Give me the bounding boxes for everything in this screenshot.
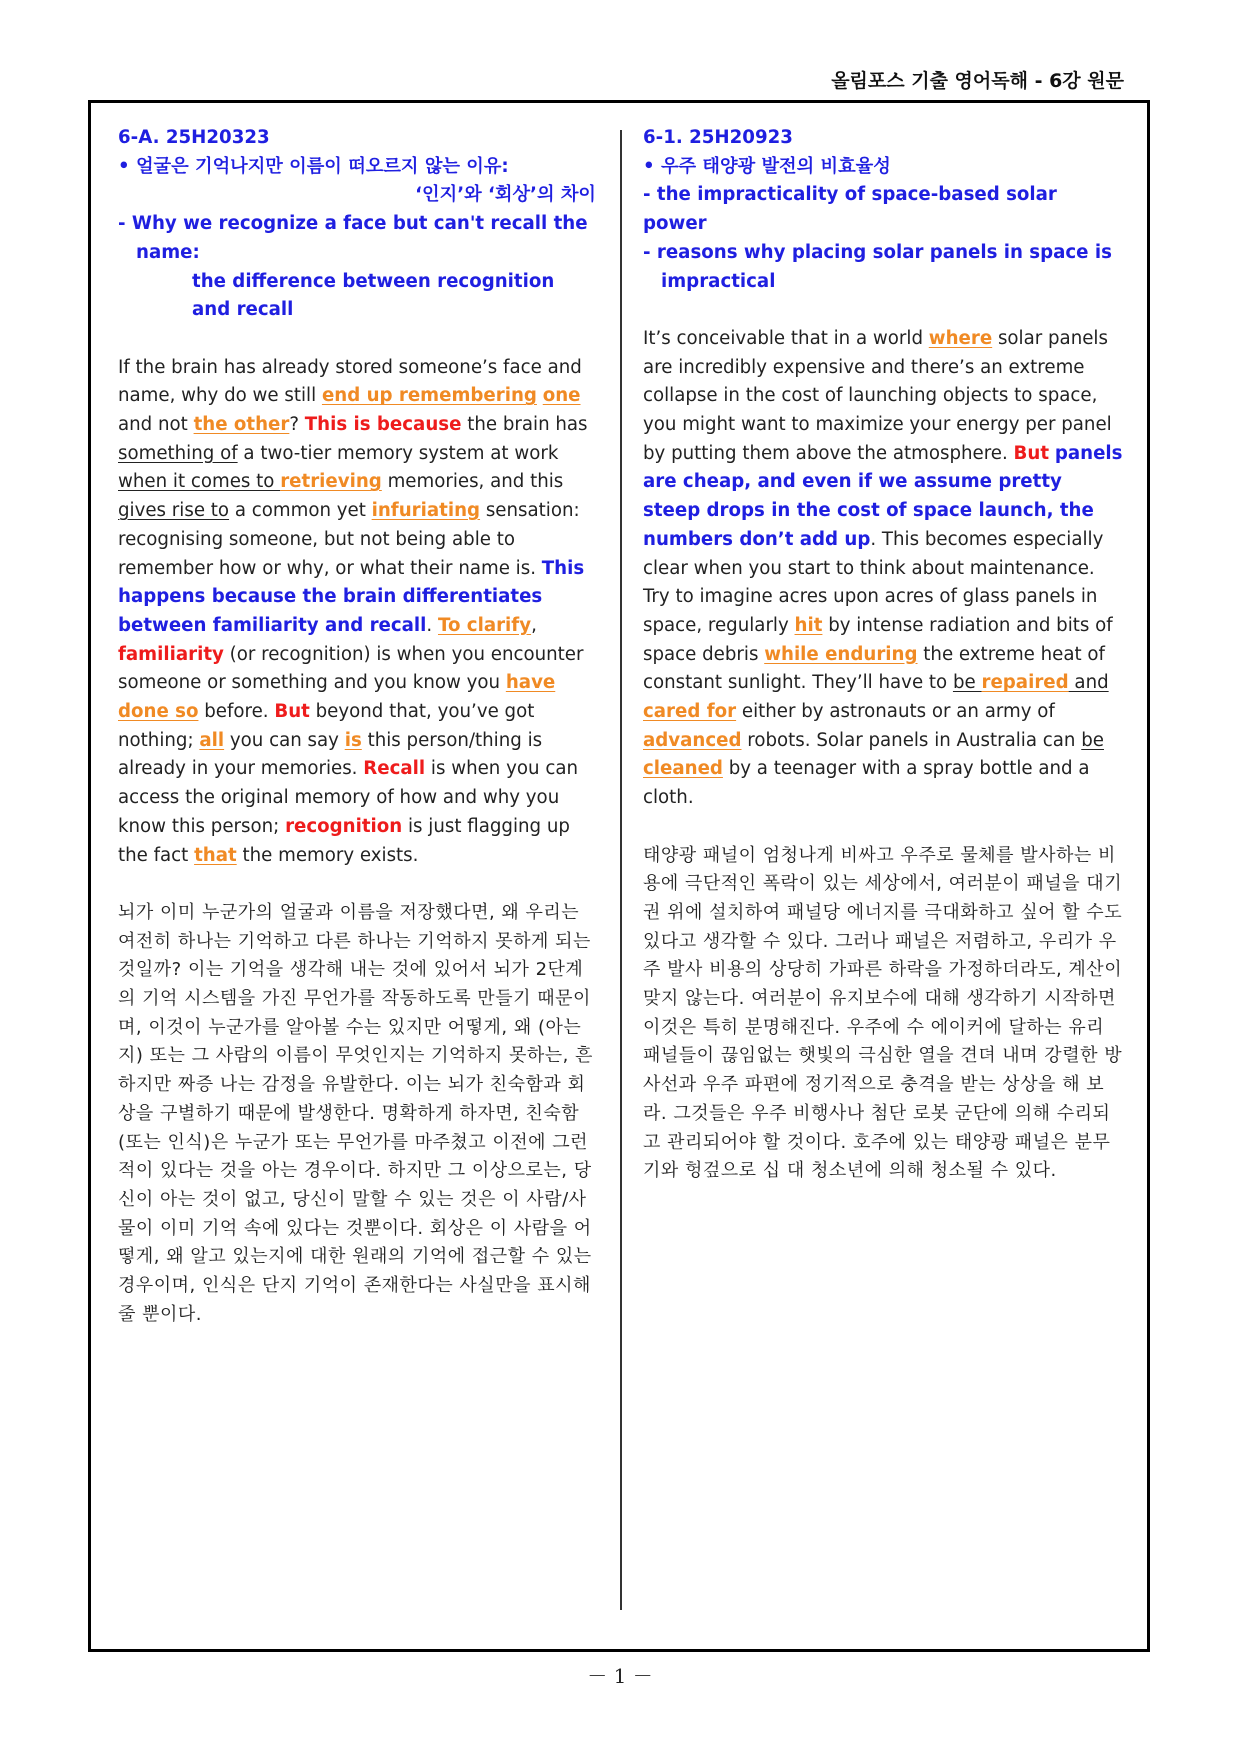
hl-that: that: [194, 844, 237, 866]
hl-is: is: [344, 729, 362, 751]
hl-end-up-remembering: end up remembering: [321, 385, 537, 407]
hl-cared-for: cared for: [643, 701, 737, 723]
left-title-kr-line1: • 얼굴은 기억나지만 이름이 떠오르지 않는 이유:: [118, 155, 509, 177]
left-title-en-line2: name:: [136, 241, 200, 263]
right-title-en-line2: - reasons why placing solar panels in space is: [643, 241, 1112, 263]
column-divider: [620, 130, 622, 1610]
page-header-title: 올림포스 기출 영어독해 - 6강 원문: [831, 70, 1124, 92]
hl-one: one: [542, 385, 581, 407]
hl-while-enduring: while enduring: [764, 643, 918, 665]
hl-infuriating: infuriating: [371, 500, 481, 522]
left-title-block: [118, 124, 596, 325]
left-title-kr-line2: ‘인지’와 ‘회상’의 차이: [415, 184, 596, 206]
hl-to-clarify: To clarify: [437, 614, 532, 636]
left-passage-code: 6-A. 25H20323: [118, 127, 270, 148]
right-korean-translation: 태양광 패널이 엄청나게 비싸고 우주로 물체를 발사하는 비용에 극단적인 폭락이 있는 세상에서, 여러분이 패널을 대기권 위에 설치하여 패널당 에너지를 극대화하고 싶어 할 수도 있다고 생각할 수 있다. 그러나 패널은 저렴하고, 우리가 우주 발사 비용의 상당히 가파른 하락을 가정하더라도, 계산이 맞지 않는다. 여러분이 유지보수에 대해 생각하기 시작하면 이것은 특히 분명해진다. 우주에 수 에이커에 달하는 유리 패널들이 끊임없는 햇빛의 극심한 열을 견뎌 내며 강렬한 방사선과 우주 파편에 정기적으로 충격을 받는 상상을 해 보라. 그것들은 우주 비행사나 첨단 로봇 군단에 의해 수리되고 관리되어야 할 것이다. 호주에 있는 태양광 패널은 분무기와 헝겊으로 십 대 청소년에 의해 청소될 수 있다.: [643, 844, 1123, 1182]
hl-repaired: repaired: [981, 672, 1069, 694]
hl-familiarity: familiarity: [118, 643, 224, 665]
hl-where: where: [928, 327, 993, 349]
hl-something-of: something of: [118, 442, 238, 464]
left-korean-translation: 뇌가 이미 누군가의 얼굴과 이름을 저장했다면, 왜 우리는 여전히 하나는 기억하고 다른 하나는 기억하지 못하게 되는 것일까? 이는 기억을 생각해 내는 것에 있어서 뇌가 2단계의 기억 시스템을 가진 무언가를 작동하도록 만들기 때문이며, 이것이 누군가를 알아볼 수는 있지만 어떻게, 왜 (아는지) 또는 그 사람의 이름이 무엇인지는 기억하지 못하는, 흔하지만 짜증 나는 감정을 유발한다. 이는 뇌가 친숙함과 회상을 구별하기 때문에 발생한다. 명확하게 하자면, 친숙함(또는 인식)은 누군가 또는 무언가를 마주쳤고 이전에 그런 적이 있다는 것을 아는 경우이다. 하지만 그 이상으로는, 당신이 아는 것이 없고, 당신이 말할 수 있는 것은 이 사람/사물이 이미 기억 속에 있다는 것뿐이다. 회상은 이 사람을 어떻게, 왜 알고 있는지에 대한 원래의 기억에 접근할 수 있는 경우이며, 인식은 단지 기억이 존재한다는 사실만을 표시해 줄 뿐이다.: [118, 901, 593, 1325]
right-title-en-line3: impractical: [661, 270, 776, 292]
hl-topic-sentence-right: panels are cheap, and even if we assume pretty steep drops in the cost of space launch, the numbers don’t add up: [643, 442, 1123, 550]
left-english-passage: If the brain has already stored someone’s face and name, why do we still end up remembering one and not the other? This is because the brain has something of a two-tier memory system at work when it comes to retrieving memories, and this gives rise to a common yet infuriating sensation: recognising someone, but not being able to remember how or why, or what their name is. This happens because the brain differentiates between familiarity and recall. To clarify, familiarity (or recognition) is when you encounter someone or something and you know you have done so before. But beyond that, you’ve got nothing; all you can say is this person/thing is already in your memories. Recall is when you can access the original memory of how and why you know this person; recognition is just flagging up the fact that the memory exists.: [118, 356, 588, 866]
hl-but-right: But: [1013, 442, 1050, 464]
right-title-kr: • 우주 태양광 발전의 비효율성: [643, 155, 891, 177]
left-title-en-line1: - Why we recognize a face but can't recall the: [118, 213, 588, 235]
page-number: － 1 －: [587, 1664, 653, 1688]
hl-gives-rise-to: gives rise to: [118, 500, 230, 522]
hl-cleaned: cleaned: [643, 758, 723, 780]
right-passage-code: 6-1. 25H20923: [643, 127, 793, 148]
hl-recall: Recall: [363, 758, 426, 780]
left-title-en-line3: the difference between recognition and recall: [192, 270, 555, 321]
hl-recognition: recognition: [285, 815, 403, 837]
hl-this-is-because: This is because: [304, 414, 462, 436]
right-column: [643, 124, 1123, 1186]
left-column: [118, 124, 596, 1330]
hl-advanced: advanced: [643, 729, 742, 751]
hl-retrieving: retrieving: [280, 471, 382, 493]
hl-have-done-so: have done so: [118, 672, 556, 723]
hl-the-other: the other: [193, 414, 290, 436]
hl-all: all: [199, 729, 225, 751]
right-title-en-line1: - the impracticality of space-based solar power: [643, 184, 1057, 235]
hl-topic-sentence: This happens because the brain differentiates between familiarity and recall: [118, 557, 585, 636]
right-english-passage: It’s conceivable that in a world where solar panels are incredibly expensive and there’s an extreme collapse in the cost of launching objects to space, you might want to maximize your energy per panel by putting them above the atmosphere. But panels are cheap, and even if we assume pretty steep drops in the cost of space launch, the numbers don’t add up. This becomes especially clear when you start to think about maintenance. Try to imagine acres upon acres of glass panels in space, regularly hit by intense radiation and bits of space debris while enduring the extreme heat of constant sunlight. They’ll have to be repaired and cared for either by astronauts or an army of advanced robots. Solar panels in Australia can be cleaned by a teenager with a spray bottle and a cloth.: [643, 327, 1123, 809]
hl-hit: hit: [794, 614, 823, 636]
hl-but: But: [274, 701, 310, 723]
right-title-block: [643, 124, 1123, 296]
